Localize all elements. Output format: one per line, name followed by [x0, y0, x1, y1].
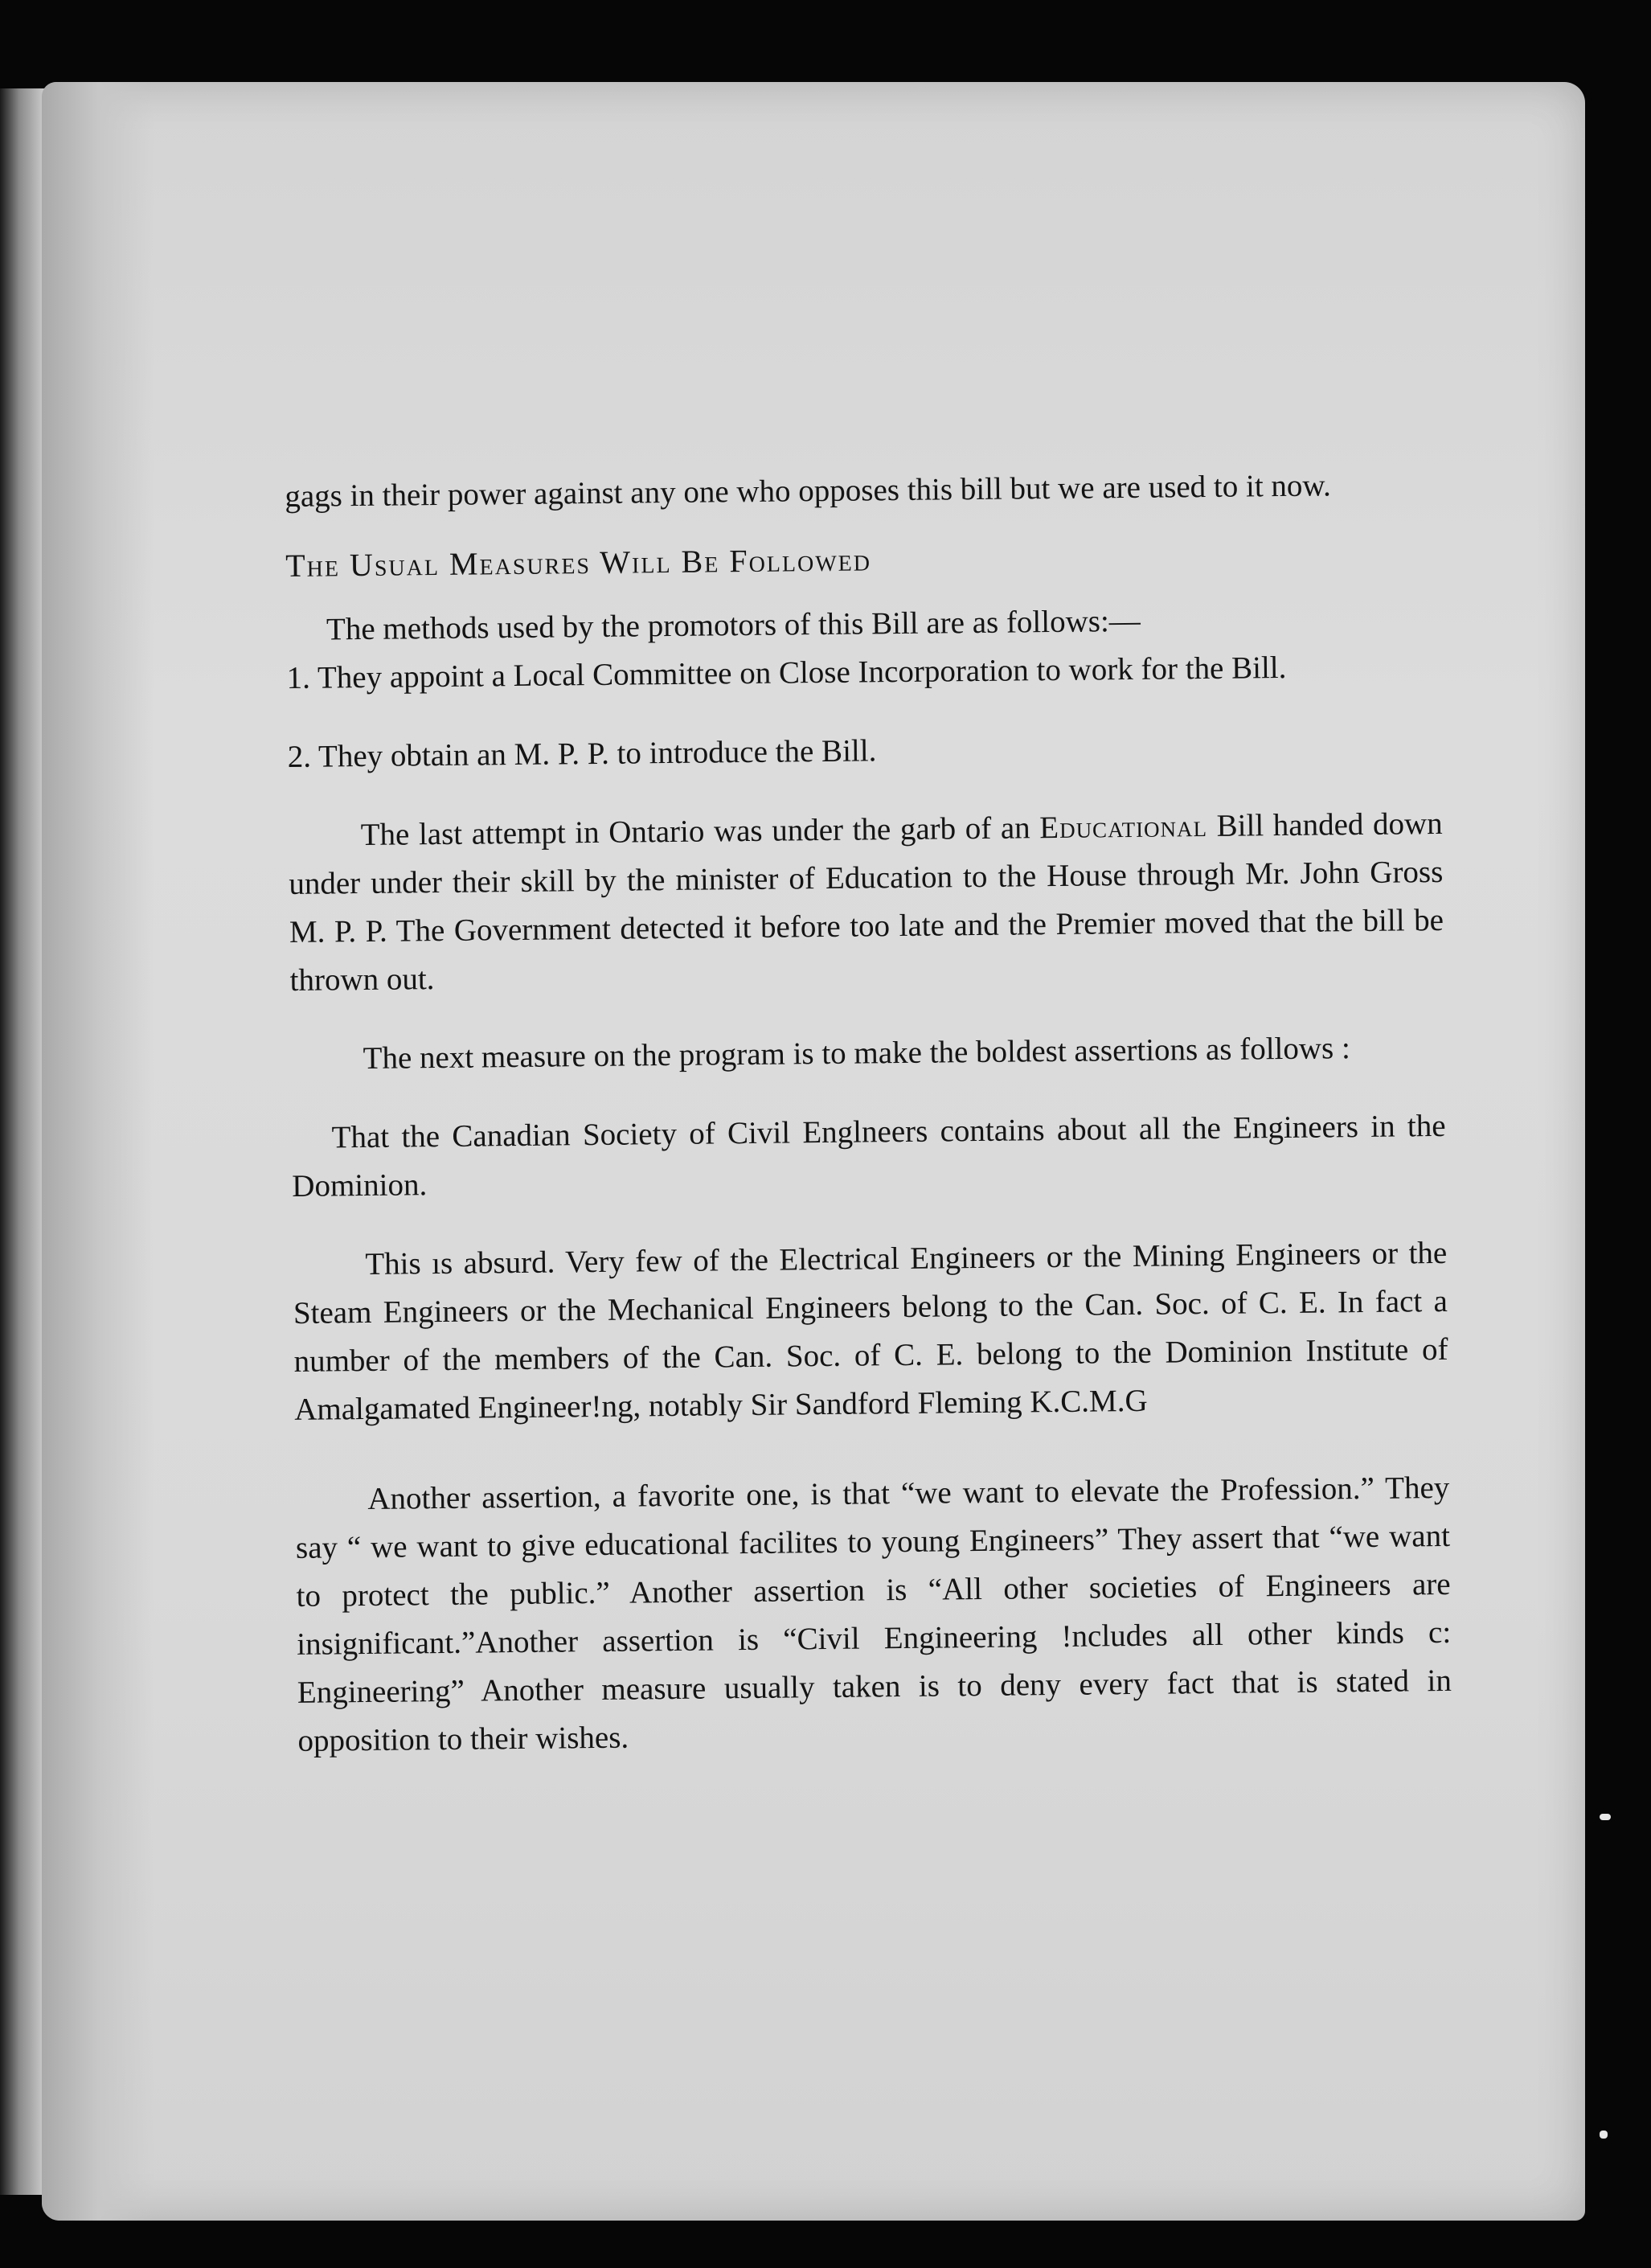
list-item-1: 1. They appoint a Local Committee on Close Incorporation to work for the Bill. [286, 650, 1287, 695]
paragraph-last-attempt-start: The last attempt in Ontario was under the garb of an [360, 810, 1040, 853]
section-heading: The Usual Measures Will Be Followed [285, 541, 872, 584]
document-page [42, 82, 1585, 2221]
film-speck [1600, 2131, 1608, 2139]
paragraph-assertion-society: That the Canadian Society of Civil Englneers contains about all the Engineers in the Dominion. [292, 1108, 1446, 1204]
list-item-2: 2. They obtain an M. P. P. to introduce the Bill. [287, 733, 877, 774]
paragraph-next-measure: The next measure on the program is to make the boldest assertions as follows : [363, 1031, 1351, 1077]
paragraph-continued: gags in their power against any one who opposes this bill but we are used to it now. [285, 468, 1332, 514]
paragraph-methods-intro: The methods used by the promotors of this Bill are as follows:— [326, 603, 1141, 647]
page-body [285, 461, 1452, 1766]
educational-small-caps: Educational [1039, 809, 1208, 846]
film-speck [1600, 1814, 1611, 1820]
paragraph-absurd: This ıs absurd. Very few of the Electrical Engineers or the Mining Engineers or the Steam Engineers or the Mechanical Engineers belong to the Can. Soc. of C. E. In fact a number of the members of the Can. Soc. of C. E. belong to the Dominion Institute of Amalgamated Engineer!ng, notably Sir Sandford Fleming K.C.M.G [293, 1235, 1448, 1427]
paragraph-last-attempt-end: Bill handed down under under their skill by the minister of Education to the House through Mr. John Gross M. P. P. The Government detected it before too late and the Premier moved that the bill be thrown out. [289, 806, 1444, 998]
page-gutter [42, 82, 154, 2221]
paragraph-other-assertions: Another assertion, a favorite one, is that “we want to elevate the Profession.” They say “ we want to give educational facilites to young Engineers” They assert that “we want to protect the public.” Another assertion is “All other societies of Engineers are insignificant.”Another assertion is “Civil Engineering !ncludes all other kinds c: Engineering” Another measure usually taken is to deny every fact that is stated in opposition to their wishes. [295, 1470, 1452, 1758]
paragraph-last-attempt [288, 800, 1444, 1005]
